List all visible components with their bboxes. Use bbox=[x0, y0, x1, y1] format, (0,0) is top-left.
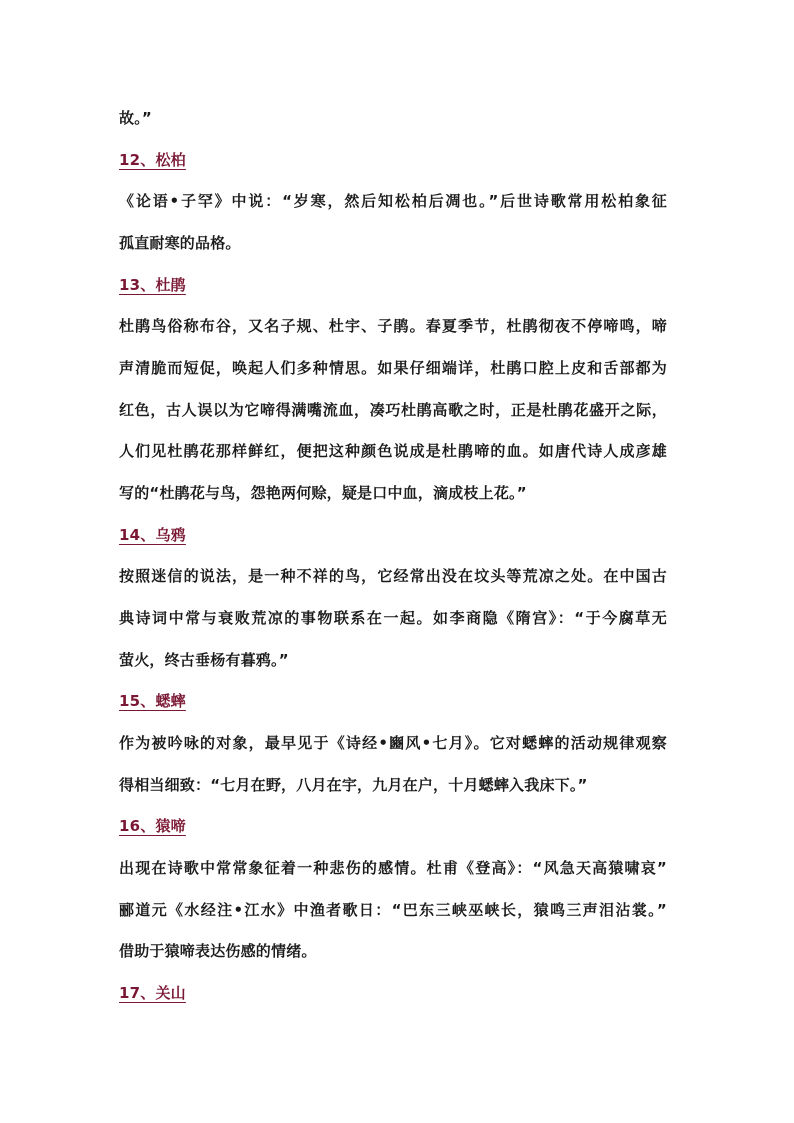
text-line: 萤火，终古垂杨有暮鸦。” bbox=[119, 651, 289, 669]
text-line: 作为被吟咏的对象，最早见于《诗经•豳风•七月》。它对蟋蟀的活动规律观察 bbox=[119, 734, 667, 752]
text-line: 出现在诗歌中常常象征着一种悲伤的感情。杜甫《登高》：“风急天高猿啸哀” bbox=[119, 859, 667, 877]
text-line: 声清脆而短促，唤起人们多种情思。如果仔细端详，杜鹃口腔上皮和舌部都为 bbox=[119, 359, 667, 377]
section-heading-songbai: 12、松柏 bbox=[119, 151, 186, 169]
section-heading-guanshan: 17、关山 bbox=[119, 984, 186, 1002]
text-line: 红色，古人误以为它啼得满嘴流血，凑巧杜鹃高歌之时，正是杜鹃花盛开之际， bbox=[119, 401, 667, 419]
section-heading-xishuai: 15、蟋蟀 bbox=[119, 692, 186, 710]
text-line: 按照迷信的说法，是一种不祥的鸟，它经常出没在坟头等荒凉之处。在中国古 bbox=[119, 567, 667, 585]
text-line: 故。” bbox=[119, 109, 152, 127]
section-heading-dujuan: 13、杜鹃 bbox=[119, 276, 186, 294]
section-heading-wuya: 14、乌鸦 bbox=[119, 526, 186, 544]
text-line: 人们见杜鹃花那样鲜红，便把这种颜色说成是杜鹃啼的血。如唐代诗人成彦雄 bbox=[119, 442, 667, 460]
text-line: 得相当细致：“七月在野，八月在宇，九月在户，十月蟋蟀入我床下。” bbox=[119, 776, 588, 794]
text-line: 写的“杜鹃花与鸟，怨艳两何赊，疑是口中血，滴成枝上花。” bbox=[119, 484, 527, 502]
text-line: 《论语•子罕》中说：“岁寒，然后知松柏后凋也。”后世诗歌常用松柏象征 bbox=[119, 192, 667, 210]
text-line: 典诗词中常与衰败荒凉的事物联系在一起。如李商隐《隋宫》：“于今腐草无 bbox=[119, 609, 667, 627]
text-line: 借助于猿啼表达伤感的情绪。 bbox=[119, 942, 317, 960]
text-line: 孤直耐寒的品格。 bbox=[119, 234, 241, 252]
text-line: 杜鹃鸟俗称布谷，又名子规、杜宇、子鹃。春夏季节，杜鹃彻夜不停啼鸣，啼 bbox=[119, 317, 667, 335]
section-heading-yuanti: 16、猿啼 bbox=[119, 817, 186, 835]
text-line: 郦道元《水经注•江水》中渔者歌日：“巴东三峡巫峡长，猿鸣三声泪沾裳。” bbox=[119, 901, 667, 919]
